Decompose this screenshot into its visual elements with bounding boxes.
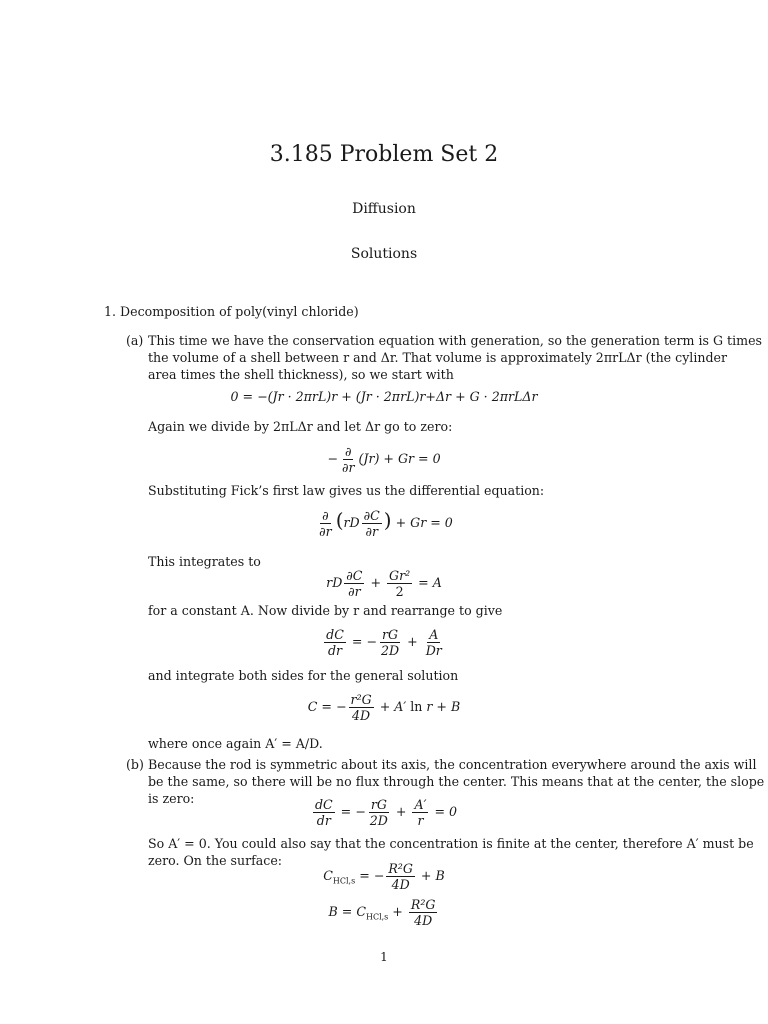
document-title: 3.185 Problem Set 2 — [269, 142, 499, 167]
integrates-text: This integrates to — [148, 554, 261, 569]
document-subtitle: Diffusion — [352, 201, 416, 217]
part-a-text-line-2: the volume of a shell between r and Δr. That volume is approximately 2πrLΔr (the cylinder — [148, 350, 728, 365]
general-solution-text: and integrate both sides for the general solution — [148, 668, 459, 683]
part-b-text-line-1: Because the rod is symmetric about its axis, the concentration everywhere around the axis will — [148, 757, 757, 772]
rearranged-equation: $\frac{dC}{dr}$ = − $\frac{rG}{2D}$ + $\frac{A}{Dr}$ — [326, 627, 442, 658]
surface-equation: $C_{HCl,s}$ = − $\frac{\text{R²G}}{4D}$ + B — [323, 861, 445, 892]
so-text-line-2: zero. On the surface: — [148, 853, 283, 868]
where-text: where once again A′ = A/D. — [148, 736, 323, 751]
differential-equation: $\frac{\partial}{\partial r}$ (rD $\frac{\partial C}{\partial r}$ ) + Gr = 0 — [319, 508, 453, 539]
part-a-text-line-1: This time we have the conservation equation with generation, so the generation term is G times — [148, 333, 762, 348]
part-b-text-line-3: is zero: — [148, 791, 195, 806]
part-b-label: (b) — [126, 757, 144, 772]
b-constant-equation: $B = C_{HCl,s}$ + $\frac{\text{R²G}}{4D}$ — [328, 897, 436, 928]
integrated-equation: rD $\frac{\partial C}{\partial r}$ + $\frac{\text{Gr²}}{2}$ = A — [326, 568, 442, 599]
section-heading: Solutions — [350, 246, 418, 262]
problem-heading: 1. Decomposition of poly(vinyl chloride) — [104, 304, 359, 319]
flux-equation: − $\frac{\partial}{\partial r}$ (Jr) + Gr = 0 — [327, 444, 441, 475]
center-slope-equation: $\frac{dC}{dr}$ = − $\frac{rG}{2D}$ + $\frac{A'}{r}$ = 0 — [314, 797, 458, 828]
fick-text: Substituting Fick’s first law gives us the differential equation: — [148, 483, 545, 498]
divide-text: Again we divide by 2πLΔr and let Δr go to zero: — [148, 419, 453, 434]
so-text-line-1: So A′ = 0. You could also say that the concentration is finite at the center, therefore A′ must be — [148, 836, 754, 851]
constant-text: for a constant A. Now divide by r and rearrange to give — [148, 603, 503, 618]
part-b-text-line-2: be the same, so there will be no flux through the center. This means that at the center, the slope — [148, 774, 765, 789]
page-number: 1 — [380, 950, 388, 964]
part-a-text-line-3: area times the shell thickness), so we start with — [148, 367, 454, 382]
part-a-label: (a) — [126, 333, 144, 348]
conservation-equation: 0 = −(Jr · 2πrL)r + (Jr · 2πrL)r+Δr + G · 2πrLΔr — [230, 389, 538, 404]
general-solution-equation: C = − $\frac{\text{r²G}}{4D}$ + A′ ln r + B — [307, 692, 461, 723]
